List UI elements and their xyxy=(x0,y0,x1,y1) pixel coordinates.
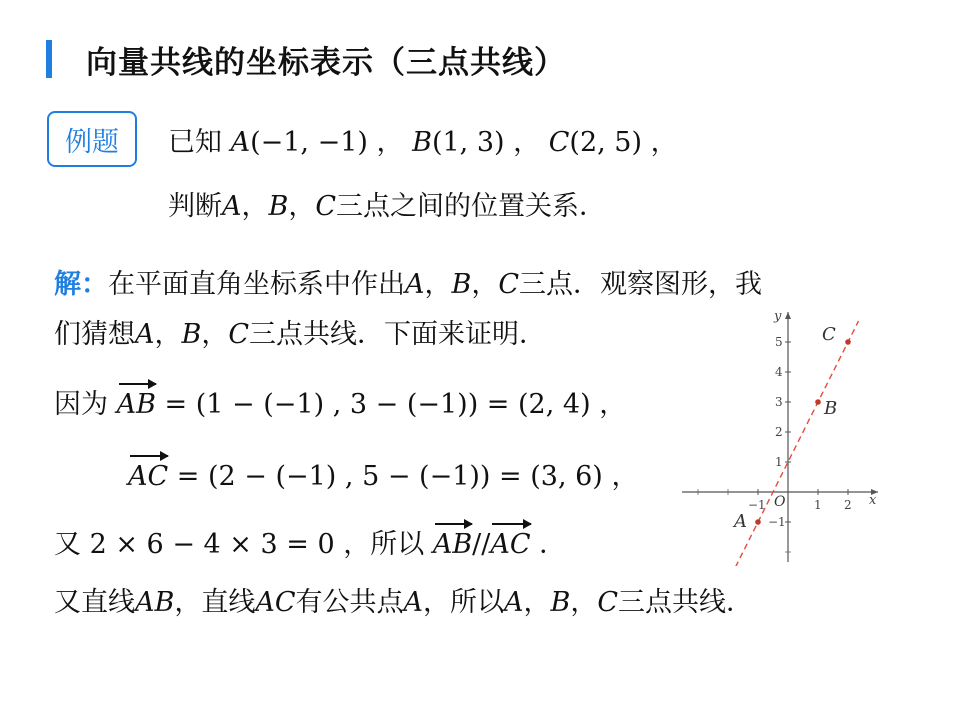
figure-ticks xyxy=(676,335,852,552)
y-axis-label: y xyxy=(774,309,782,324)
point-c: C xyxy=(228,319,250,350)
x-tick-label: 2 xyxy=(844,498,852,512)
comma: ， xyxy=(471,269,499,300)
guess-text: 们猜想 xyxy=(54,319,135,350)
separator: ， xyxy=(513,127,541,158)
also-text: 又 xyxy=(54,529,81,560)
point-a: A xyxy=(405,269,425,300)
solution-line-1 xyxy=(54,262,762,301)
y-tick-label: 3 xyxy=(775,395,783,409)
point-a-figure-label: A xyxy=(734,511,747,532)
line-ac: AC xyxy=(255,587,296,618)
determinant-calc: 2 × 6 − 4 × 3 = 0 xyxy=(89,529,335,560)
point-c: C xyxy=(597,587,619,618)
point-a-label: A xyxy=(230,127,251,158)
point-c: C xyxy=(498,269,520,300)
y-axis-arrow xyxy=(785,312,791,319)
question-suffix: 三点之间的位置关系． xyxy=(336,191,607,222)
point-c-marker xyxy=(845,339,851,345)
point-a: A xyxy=(504,587,524,618)
vector-ab-line xyxy=(54,382,626,421)
comma: ， xyxy=(241,191,269,222)
point-a: A xyxy=(135,319,155,350)
final-so: ，所以 xyxy=(423,587,505,618)
y-tick-label: 4 xyxy=(775,365,783,379)
vector-ab: AB xyxy=(116,389,156,420)
separator: ， xyxy=(376,127,404,158)
y-tick-label: 2 xyxy=(775,425,783,439)
so-text: ，所以 xyxy=(343,529,425,560)
vector-ac-expression: = (2 − (−1) , 5 − (−1)) = (3, 6) xyxy=(176,461,603,492)
point-c-label: C xyxy=(548,127,570,158)
comma: ， xyxy=(611,461,639,492)
comma: ， xyxy=(288,191,316,222)
example-badge: 例题 xyxy=(47,111,137,167)
example-line-1 xyxy=(168,120,678,159)
solution-label: 解： xyxy=(54,269,108,300)
final-also: 又直线 xyxy=(54,587,135,618)
comma: ， xyxy=(424,269,452,300)
x-tick-label: 1 xyxy=(814,498,822,512)
line-ac-text: ，直线 xyxy=(174,587,256,618)
point-b: B xyxy=(550,587,571,618)
comma: ， xyxy=(570,587,598,618)
x-axis-label: x xyxy=(869,493,877,508)
point-b: B xyxy=(451,269,472,300)
point-c-figure-label: C xyxy=(822,324,836,345)
coordinate-figure xyxy=(676,306,886,566)
line-ab: AB xyxy=(135,587,175,618)
solution-text-tail: 三点．观察图形，我 xyxy=(519,269,763,300)
origin-label: O xyxy=(774,494,786,510)
y-tick-label: 1 xyxy=(775,455,783,469)
guess-tail: 三点共线．下面来证明． xyxy=(249,319,547,350)
given-prefix: 已知 xyxy=(168,127,222,158)
x-tick-label: −1 xyxy=(748,498,766,512)
vector-ac: AC xyxy=(128,461,169,492)
parallel-symbol: // xyxy=(472,529,491,560)
page-title: 向量共线的坐标表示（三点共线） xyxy=(86,45,566,81)
y-tick-label: −1 xyxy=(768,515,786,529)
point-b-label: B xyxy=(412,127,432,158)
point-a-marker xyxy=(755,519,761,525)
conclusion-line xyxy=(54,580,753,619)
point-b: B xyxy=(268,191,289,222)
example-line-2 xyxy=(168,184,606,223)
vector-ac-line xyxy=(128,454,638,493)
vector-ab: AB xyxy=(432,529,473,560)
point-a: A xyxy=(403,587,424,618)
comma: ， xyxy=(154,319,182,350)
solution-line-2 xyxy=(54,312,546,351)
point-a-coord: (−1, −1) xyxy=(250,127,368,158)
point-b-coord: (1, 3) xyxy=(431,127,505,158)
vector-ac: AC xyxy=(490,529,531,560)
comma: ， xyxy=(201,319,229,350)
point-c: C xyxy=(315,191,337,222)
because-text: 因为 xyxy=(54,389,108,420)
point-c-coord: (2, 5) xyxy=(569,127,643,158)
common-point-text: 有公共点 xyxy=(295,587,404,618)
judge-prefix: 判断 xyxy=(168,191,222,222)
solution-text: 在平面直角坐标系中作出 xyxy=(108,269,405,300)
point-b-marker xyxy=(815,399,821,405)
vector-ab-expression: = (1 − (−1) , 3 − (−1)) = (2, 4) xyxy=(164,389,591,420)
comma: ， xyxy=(599,389,627,420)
final-tail: 三点共线． xyxy=(618,587,754,618)
separator: ， xyxy=(650,127,678,158)
point-a: A xyxy=(222,191,242,222)
point-b: B xyxy=(181,319,202,350)
period: ． xyxy=(539,529,567,560)
determinant-line xyxy=(54,522,566,561)
point-b-figure-label: B xyxy=(824,398,838,419)
collinear-line xyxy=(731,321,859,566)
y-tick-label: 5 xyxy=(775,335,783,349)
title-accent-bar xyxy=(46,40,52,78)
comma: ， xyxy=(523,587,551,618)
